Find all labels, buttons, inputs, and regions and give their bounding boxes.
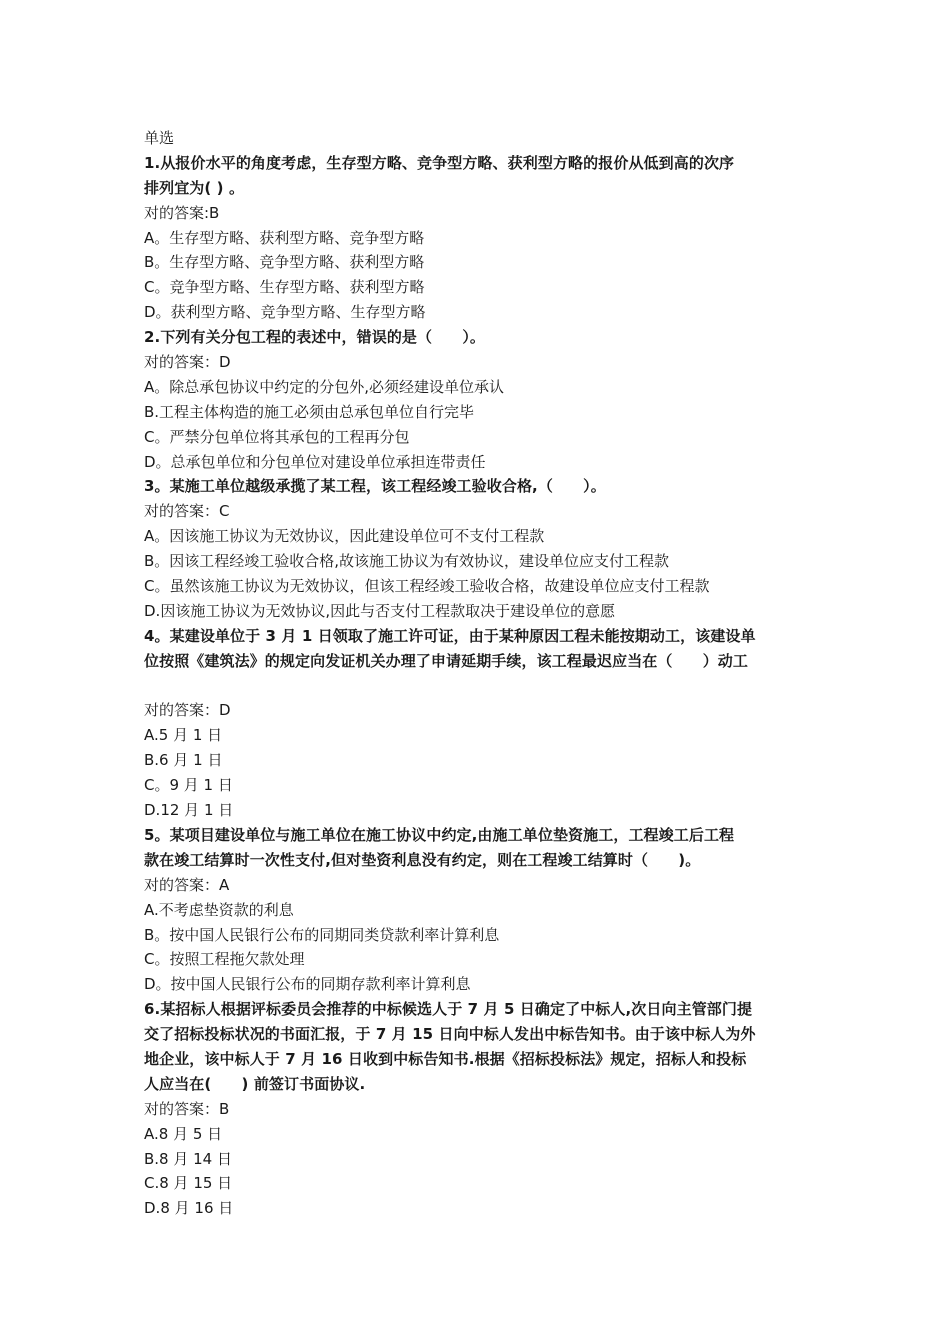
option-b: B。生存型方略、竞争型方略、获利型方略 [144, 253, 425, 272]
option-a: A.不考虑垫资款的利息 [144, 900, 294, 919]
document-page [144, 126, 812, 1221]
question-block [144, 151, 812, 325]
question-stem-line [144, 674, 812, 699]
answer-text: 对的答案：A [144, 875, 230, 894]
option-b: B.8 月 14 日 [144, 1149, 232, 1168]
question-stem-line: 6.某招标人根据评标委员会推荐的中标候选人于 7 月 5 日确定了中标人,次日向主管部门提 [144, 1000, 753, 1019]
question-stem-line: 5。某项目建设单位与施工单位在施工协议中约定,由施工单位垫资施工，工程竣工后工程 [144, 825, 735, 844]
section-label: 单选 [144, 129, 175, 147]
question-stem-line: 款在竣工结算时一次性支付,但对垫资利息没有约定，则在工程竣工结算时（ )。 [144, 850, 701, 869]
question-stem-line: 2.下列有关分包工程的表述中，错误的是（ ）。 [144, 328, 486, 347]
option-a: A。因该施工协议为无效协议，因此建设单位可不支付工程款 [144, 527, 545, 546]
question-stem-line: 位按照《建筑法》的规定向发证机关办理了申请延期手续，该工程最迟应当在（ ）动工 [144, 651, 749, 670]
option-d: D。获利型方略、竞争型方略、生存型方略 [144, 303, 426, 322]
option-b: B.工程主体构造的施工必须由总承包单位自行完毕 [144, 402, 475, 421]
option-a: A.8 月 5 日 [144, 1124, 223, 1143]
option-c: C。9 月 1 日 [144, 776, 233, 795]
option-c: C。按照工程拖欠款处理 [144, 950, 305, 969]
question-stem-line: 1.从报价水平的角度考虑，生存型方略、竞争型方略、获利型方略的报价从低到高的次序 [144, 153, 735, 172]
answer-text: 对的答案：B [144, 1099, 230, 1118]
answer-text: 对的答案：D [144, 353, 231, 372]
option-a: A。除总承包协议中约定的分包外,必须经建设单位承认 [144, 377, 505, 396]
question-stem [144, 325, 812, 350]
question-stem-line: 地企业，该中标人于 7 月 16 日收到中标告知书.根据《招标投标法》规定，招标人和投标 [144, 1049, 747, 1068]
question-stem-line: 排列宜为( ) 。 [144, 178, 245, 197]
question-stem-line: 4。某建设单位于 3 月 1 日领取了施工许可证，由于某种原因工程未能按期动工，该建设单 [144, 626, 756, 645]
question-stem-line: 3。某施工单位越级承揽了某工程，该工程经竣工验收合格,（ ）。 [144, 477, 606, 496]
question-stem [144, 474, 812, 499]
option-a: A。生存型方略、获利型方略、竞争型方略 [144, 228, 425, 247]
option-b: B。按中国人民银行公布的同期同类贷款利率计算利息 [144, 925, 500, 944]
question-block [144, 624, 812, 823]
option-a: A.5 月 1 日 [144, 726, 223, 745]
option-c: C.8 月 15 日 [144, 1174, 233, 1193]
question-stem [144, 624, 812, 699]
option-d: D.12 月 1 日 [144, 801, 234, 820]
question-block [144, 997, 812, 1221]
question-block [144, 474, 812, 623]
option-c: C。虽然该施工协议为无效协议，但该工程经竣工验收合格，故建设单位应支付工程款 [144, 577, 710, 596]
option-c: C。严禁分包单位将其承包的工程再分包 [144, 427, 410, 446]
question-block [144, 325, 812, 474]
question-stem [144, 823, 812, 873]
answer-text: 对的答案：C [144, 502, 230, 521]
question-block [144, 823, 812, 997]
question-stem [144, 997, 812, 1097]
option-b: B。因该工程经竣工验收合格,故该施工协议为有效协议，建设单位应支付工程款 [144, 552, 670, 571]
option-d: D.因该施工协议为无效协议,因此与否支付工程款取决于建设单位的意愿 [144, 601, 616, 620]
answer-text: 对的答案:B [144, 203, 220, 222]
question-stem-line: 人应当在( ) 前签订书面协议. [144, 1074, 366, 1093]
option-d: D。总承包单位和分包单位对建设单位承担连带责任 [144, 452, 486, 471]
option-b: B.6 月 1 日 [144, 751, 223, 770]
answer-text: 对的答案：D [144, 701, 231, 720]
option-d: D。按中国人民银行公布的同期存款利率计算利息 [144, 975, 471, 994]
option-c: C。竞争型方略、生存型方略、获利型方略 [144, 278, 425, 297]
question-stem-line: 交了招标投标状况的书面汇报，于 7 月 15 日向中标人发出中标告知书。由于该中标人为外 [144, 1025, 756, 1044]
option-d: D.8 月 16 日 [144, 1199, 234, 1218]
question-stem [144, 151, 812, 201]
